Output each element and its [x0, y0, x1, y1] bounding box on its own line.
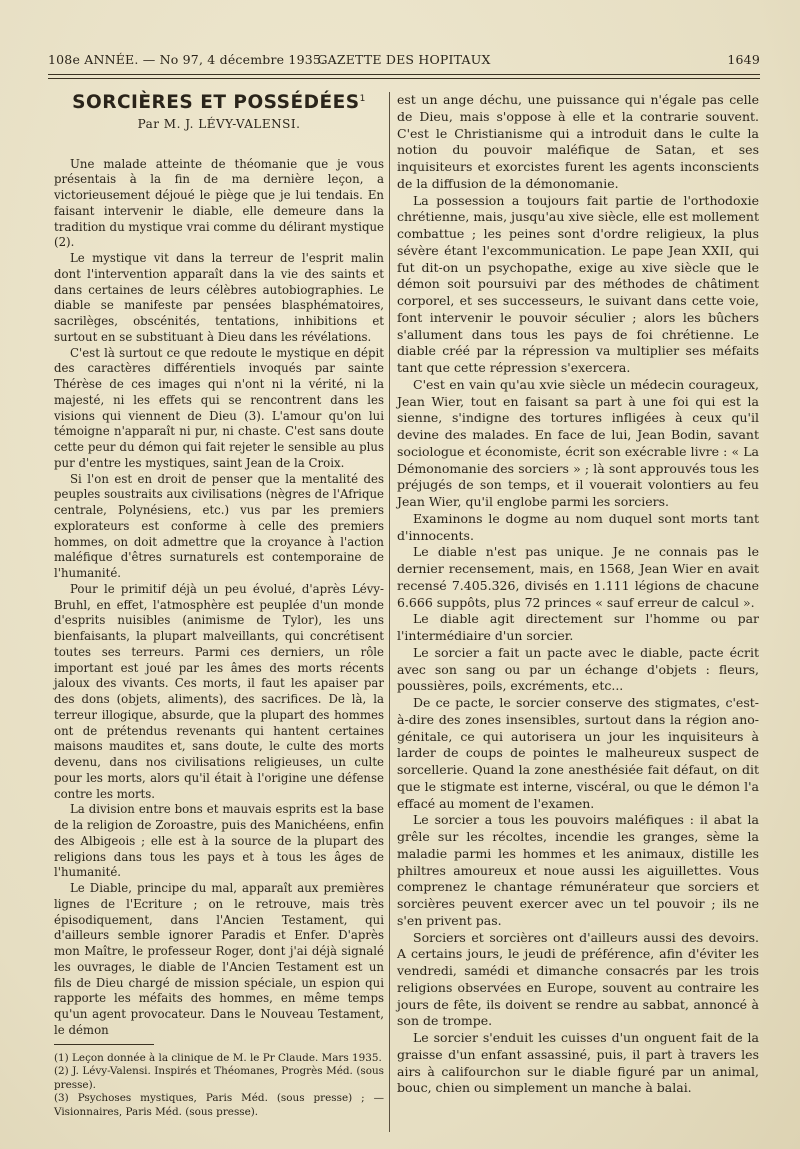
- paragraph: Le sorcier s'enduit les cuisses d'un onguent fait de la graisse d'un enfant assassiné, puis, il part à travers les airs à califourchon sur le diable figuré par un animal, bouc, chien ou simplement un manche à balai.: [397, 1030, 759, 1096]
- paragraph: Si l'on est en droit de penser que la mentalité des peuples soustraits aux civilisations (nègres de l'Afrique centrale, Polynésiens, etc.) vus par les premiers explorateurs est conforme à celle des premiers hommes, on doit admettre que la croyance à l'action maléfique d'êtres surnaturels est contemporaine de l'humanité.: [54, 471, 384, 581]
- footnote-rule: [54, 1044, 154, 1045]
- paragraph: Le Diable, principe du mal, apparaît aux premières lignes de l'Ecriture ; on le retrouve, mais très épisodiquement, dans l'Ancien Testament, qui d'ailleurs semble ignorer Paradis et Enfer. D'après mon Maître, le professeur Roger, dont j'ai déjà signalé les ouvrages, le diable de l'Ancien Testament est un fils de Dieu chargé de mission spéciale, un espion qui rapporte les méfaits des hommes, en même temps qu'un agent provocateur. Dans le Nouveau Testament, le démon: [54, 881, 384, 1037]
- page-number: 1649: [727, 52, 760, 67]
- paragraph: Le diable agit directement sur l'homme ou par l'intermédiaire d'un sorcier.: [397, 611, 759, 643]
- paragraph: Examinons le dogme au nom duquel sont morts tant d'innocents.: [397, 510, 759, 543]
- title-text: SORCIÈRES ET POSSÉDÉES: [72, 92, 360, 114]
- paragraph: Sorciers et sorcières ont d'ailleurs aussi des devoirs. A certains jours, le jeudi de préférence, afin d'éviter les vendredi, samédi et dimanche consacrés par les trois religions observées en Europe, souvent au contraire les jours de fête, ils doivent se rendre au sabbat, annoncé à son de trompe.: [397, 929, 759, 1029]
- title-footnote-ref: 1: [359, 94, 366, 104]
- footnote: (1) Leçon donnée à la clinique de M. le Pr Claude. Mars 1935.: [54, 1052, 382, 1064]
- paragraph: Une malade atteinte de théomanie que je vous présentais à la fin de ma dernière leçon, a victorieusement déjoué le piège que je lui tendais. En faisant intervenir le diable, elle demeure dans la tradition du mystique vrai comme du délirant mystique (2).: [54, 156, 384, 250]
- paragraph: Le sorcier a tous les pouvoirs maléfiques : il abat la grêle sur les récoltes, incendie les granges, sème la maladie parmi les hommes et les animaux, distille les philtres amoureux et noue aussi les aiguillettes. Vous comprenez le chantage rémunérateur que sorciers et sorcières peuvent exercer avec un tel pouvoir ; ils ne s'en privent pas.: [397, 812, 759, 928]
- column-divider: [389, 92, 390, 1132]
- paragraph: La division entre bons et mauvais esprits est la base de la religion de Zoroastre, puis des Manichéens, enfin des Albigeois ; elle est à la source de la plupart des religions dans tous les pays et à tous les âges de l'humanité.: [54, 802, 384, 880]
- page-header: [48, 52, 760, 72]
- paragraph: Pour le primitif déjà un peu évolué, d'après Lévy-Bruhl, en effet, l'atmosphère est peuplée d'un monde d'esprits nuisibles (animisme de Tylor), les uns bienfaisants, la plupart malveillants, qui concrétisent toutes ses terreurs. Parmi ces derniers, un rôle important est joué par les âmes des morts récents jaloux des vivants. Ces morts, il faut les apaiser par des dons (objets, aliments), des sacrifices. De là, la terreur illogique, absurde, que la plupart des hommes ont de prétendus revenants qui hantent certaines maisons maudites et, sans doute, le culte des morts devenu, dans nos civilisations religieuses, un culte pour les morts, alors qu'il était à l'origine une défense contre les morts.: [54, 581, 384, 801]
- paragraph: De ce pacte, le sorcier conserve des stigmates, c'est-à-dire des zones insensibles, surtout dans la région ano-génitale, ce qui autorisera un jour les inquisiteurs à larder de coups de pointes le malheureux suspect de sorcellerie. Quand la zone anesthésiée fait défaut, on dit que le stigmate est interne, viscéral, ou que le démon l'a effacé au moment de l'examen.: [397, 695, 759, 811]
- paragraph: C'est là surtout ce que redoute le mystique en dépit des caractères différentiels invoqués par sainte Thérèse de ces images qui n'ont ni la vérité, ni la majesté, ni les effets qui se rencontrent dans les visions qui viennent de Dieu (3). L'amour qu'on lui témoigne n'apparaît ni pur, ni chaste. C'est sans doute cette peur du démon qui fait rejeter le sensible au plus pur d'entre les mystiques, saint Jean de la Croix.: [54, 345, 384, 470]
- article-title: [54, 92, 384, 114]
- paragraph: Le sorcier a fait un pacte avec le diable, pacte écrit avec son sang ou par un échange d'objets : fleurs, poussières, poils, excréments, etc...: [397, 644, 759, 694]
- header-rule-thin: [48, 78, 760, 79]
- footnotes: [54, 1052, 384, 1119]
- footnote: (2) J. Lévy-Valensi. Inspirés et Théomanes, Progrès Méd. (sous presse).: [54, 1065, 384, 1091]
- paragraph: Le mystique vit dans la terreur de l'esprit malin dont l'intervention apparaît dans la vie des saints et dans certaines de leurs célèbres autobiographies. Le diable se manifeste par pensées blasphématoires, sacrilèges, obscénités, tentations, inhibitions et surtout en se substituant à Dieu dans les révélations.: [54, 251, 384, 344]
- left-column: [54, 92, 384, 1039]
- header-rule: [48, 74, 760, 75]
- paragraph: est un ange déchu, une puissance qui n'égale pas celle de Dieu, mais s'oppose à elle et la contrarie souvent. C'est le Christianisme qui a introduit dans le culte la notion du pouvoir maléfique de Satan, et ses inquisiteurs et exorcistes furent les agents inconscients de la diffusion de la démonomanie.: [397, 92, 759, 191]
- paragraph: Le diable n'est pas unique. Je ne connais pas le dernier recensement, mais, en 1568, Jean Wier en avait recensé 7.405.326, divisés en 1.111 légions de chacune 6.666 suppôts, plus 72 princes « sauf erreur de calcul ».: [397, 544, 759, 610]
- journal-name: GAZETTE DES HOPITAUX: [317, 52, 491, 67]
- footnote: (3) Psychoses mystiques, Paris Méd. (sous presse) ; — Visionnaires, Paris Méd. (sous presse).: [54, 1092, 384, 1118]
- paragraph: C'est en vain qu'au xvie siècle un médecin courageux, Jean Wier, tout en faisant sa part à une foi qui est la sienne, s'indigne des tortures infligées à ceux qu'il devine des malades. En face de lui, Jean Bodin, savant sociologue et économiste, écrit son exécrable livre : « La Démonomanie des sorciers » ; là sont approuvés tous les préjugés de son temps, et il vouerait volontiers au feu Jean Wier, qu'il englobe parmi les sorciers.: [397, 376, 759, 509]
- issue-info: 108e ANNÉE. — No 97, 4 décembre 1935.: [48, 52, 326, 67]
- paragraph: La possession a toujours fait partie de l'orthodoxie chrétienne, mais, jusqu'au xive siècle, elle est mollement combattue ; les peines sont d'ordre religieux, la plus sévère étant l'excommunication. Le pape Jean XXII, qui fut dit-on un psychopathe, exige au xive siècle que le démon soit poursuivi par des méthodes de châtiment corporel, et ses successeurs, le suivant dans cette voie, font intervenir le pouvoir séculier ; alors les bûchers s'allument dans tous les pays de foi chrétienne. Le diable créé par la répression va multiplier ses méfaits tant que cette répression s'exercera.: [397, 192, 759, 375]
- article-author: Par M. J. LÉVY-VALENSI.: [137, 116, 301, 131]
- right-column: [397, 92, 759, 1097]
